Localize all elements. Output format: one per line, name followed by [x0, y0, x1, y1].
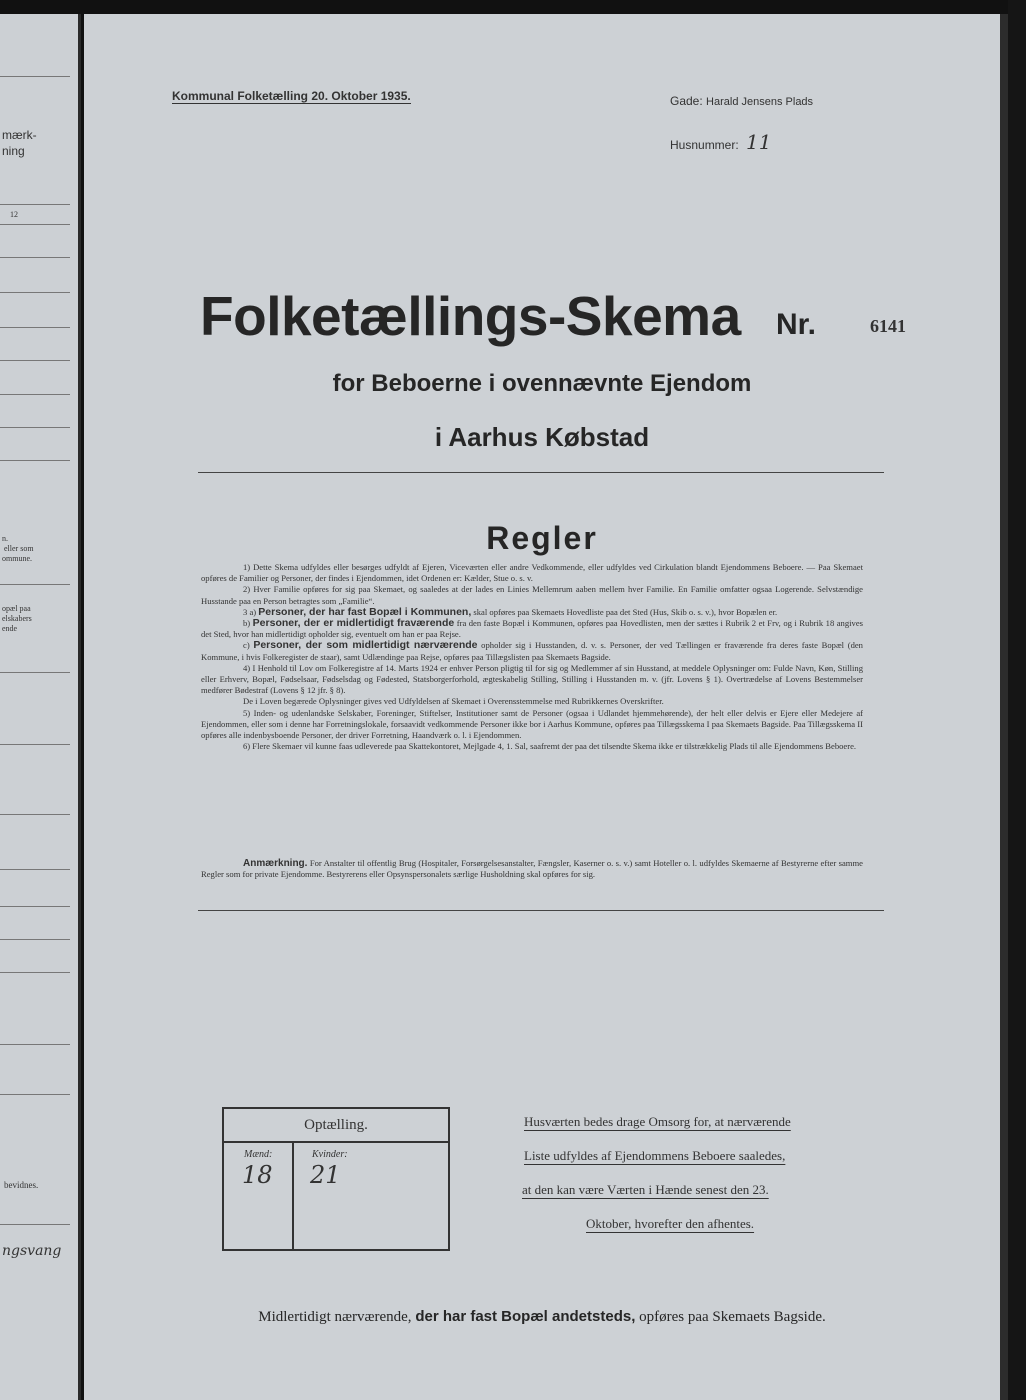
ruled-line [0, 76, 70, 77]
ruled-line [0, 584, 70, 585]
women-label: Kvinder: [312, 1149, 348, 1160]
ruled-line [0, 1224, 70, 1225]
tally-divider [292, 1141, 294, 1249]
divider [198, 910, 884, 911]
ruled-line [0, 1044, 70, 1045]
ruled-line [0, 814, 70, 815]
remark-text: For Anstalter til offentlig Brug (Hospitaler, Forsørgelsesanstalter, Fængsler, Kaserner o. s. v.) samt Hoteller o. l. udfyldes Skemaerne af Bestyrerne efter samme Regler som for private Ejendomme. Bestyrerens eller Opsynspersonalets særlige Husholdning skal opføres for sig. [201, 858, 863, 880]
divider [198, 472, 884, 473]
notice-line: at den kan være Værten i Hænde senest den 23. [522, 1182, 769, 1197]
form-subtitle: for Beboerne i ovennævnte Ejendom [332, 370, 752, 397]
prev-page-fragment: 12 [10, 210, 18, 219]
form-location: i Aarhus Købstad [434, 422, 650, 452]
rule-3b: b) Personer, der er midlertidigt fraværende fra den faste Bopæl i Kommunen, opføres paa Hovedlisten, men der sættes i Rubrik 2 et Frv, og i Rubrik 18 angives det Sted, hvor han midlertidigt opholder sig, eventuelt om han er paa Rejse. [201, 617, 863, 640]
ruled-line [0, 672, 70, 673]
street-value: Harald Jensens Plads [706, 96, 814, 108]
tally-title: Optælling. [304, 1117, 368, 1133]
prev-page-fragment: n. eller som ommune. [2, 534, 34, 563]
rule-4: 4) I Henhold til Lov om Folkeregistre af 14. Marts 1924 er enhver Person pligtig til for sig og Medlemmer af sin Husstand, at meddele Oplysninger om: Fulde Navn, Køn, Stilling eller Erhverv, Bopæl, Fødselsaar, Fødselsdag og Fødested, Statsborgerforhold, ægteskabelig Stilling, Stilling i Husstanden m. v. (jfr. Lovens § 1). Overtrædelse af Lovens Bestemmelser medfører Bødestraf (Lovens § 12 jfr. § 8). [201, 662, 863, 696]
house-number-value: 11 [746, 130, 772, 154]
handwritten-fragment: ngsvang [2, 1243, 62, 1259]
remark [201, 858, 863, 880]
house-number-field [670, 130, 771, 154]
house-number-label: Husnummer: [670, 138, 739, 152]
tally-box [222, 1107, 450, 1251]
previous-page-strip [0, 14, 81, 1400]
prev-page-fragment: bevidnes. [4, 1180, 39, 1190]
ruled-line [0, 394, 70, 395]
ruled-line [0, 1094, 70, 1095]
form-number-value: 6141 [870, 316, 906, 336]
ruled-line [0, 906, 70, 907]
page-edge [1000, 14, 1008, 1400]
ruled-line [0, 427, 70, 428]
street-field [670, 94, 813, 108]
remark-lead: Anmærkning. [243, 858, 308, 869]
form-title: Folketællings-Skema [200, 285, 741, 347]
ruled-line [0, 204, 70, 205]
rule-3a: 3 a) Personer, der har fast Bopæl i Kommunen, skal opføres paa Skemaets Hovedliste paa det Sted (Hus, Skib o. s. v.), hvor Bopælen er. [243, 605, 778, 618]
tally-divider [224, 1141, 448, 1143]
ruled-line [0, 460, 70, 461]
prev-page-fragment: mærk- ning [2, 128, 37, 158]
census-header: Kommunal Folketælling 20. Oktober 1935. [172, 89, 411, 103]
page-edge [1008, 0, 1026, 1400]
rules-text [201, 562, 863, 752]
footer-note: Midlertidigt nærværende, der har fast Bopæl andetsteds, opføres paa Skemaets Bagside. [258, 1308, 826, 1325]
ruled-line [0, 869, 70, 870]
ruled-line [0, 744, 70, 745]
ruled-line [0, 360, 70, 361]
form-number-label: Nr. [776, 308, 817, 341]
rule-6: 6) Flere Skemaer vil kunne faas udleverede paa Skattekontoret, Mejlgade 4, 1. Sal, saafremt der paa det tilsendte Skema ikke er tilstrækkelig Plads til alle Ejendommens Beboere. [243, 741, 857, 752]
rules-heading: Regler [486, 520, 598, 556]
rule-1: 1) Dette Skema udfyldes eller besørges udfyldt af Ejeren, Viceværten eller andre Vedkommende, eller udfyldes ved Cirkulation blandt Ejendommens Beboere. — Paa Skemaet opføres de Familier og Personer, der findes i Ejendommen, idet Ordenen er: Kælder, Stue o. s. v. [201, 562, 863, 584]
men-count: 18 [242, 1161, 273, 1189]
ruled-line [0, 257, 70, 258]
prev-page-fragment: opæl paa elskabers ende [2, 604, 32, 633]
notice-line: Husværten bedes drage Omsorg for, at nærværende [524, 1114, 791, 1129]
rule-5: 5) Inden- og udenlandske Selskaber, Foreninger, Stiftelser, Institutioner samt de Personer (ogsaa i Udlandet hjemmehørende), der helt eller delvis er Ejere eller Medejere af Ejendommen, eller som i denne har Forretningslokale, forsaavidt vedkommende Personer ikke bor i Aarhus Kommune, opføres paa Tillægsskema I paa Skemaets Bagside. Paa Tillægsskema II opføres alle indenbysboende Personer, der driver Forretning, Haandværk o. l. i Ejendommen. [201, 707, 863, 741]
ruled-line [0, 972, 70, 973]
men-label: Mænd: [244, 1149, 273, 1160]
ruled-line [0, 292, 70, 293]
rule-4b: De i Loven begærede Oplysninger gives ved Udfyldelsen af Skemaet i Overensstemmelse med Rubrikkernes Overskrifter. [243, 696, 664, 707]
notice-line: Liste udfyldes af Ejendommens Beboere saaledes, [524, 1148, 786, 1163]
census-form-page [84, 14, 1000, 1400]
ruled-line [0, 224, 70, 225]
street-label: Gade: [670, 94, 703, 108]
rule-2: 2) Hver Familie opføres for sig paa Skemaet, og saaledes at der lades en Linies Mellemrum aaben mellem hver Familie. En Familie omfatter ogsaa Logerende. Selvstændige Husstande paa en Person betragtes som „Familie“. [201, 584, 863, 606]
women-count: 21 [310, 1161, 341, 1189]
ruled-line [0, 327, 70, 328]
notice-line: Oktober, hvorefter den afhentes. [586, 1216, 755, 1231]
rule-3c: c) Personer, der som midlertidigt nærværende opholder sig i Husstanden, d. v. s. Personer, der ved Tællingen er fraværende fra deres faste Bopæl (den Kommune, i hvis Folkeregister de staar), samt Udlændinge paa Rejse, opføres paa Tillægslisten paa Skemaets Bagside. [201, 639, 863, 662]
ruled-line [0, 939, 70, 940]
